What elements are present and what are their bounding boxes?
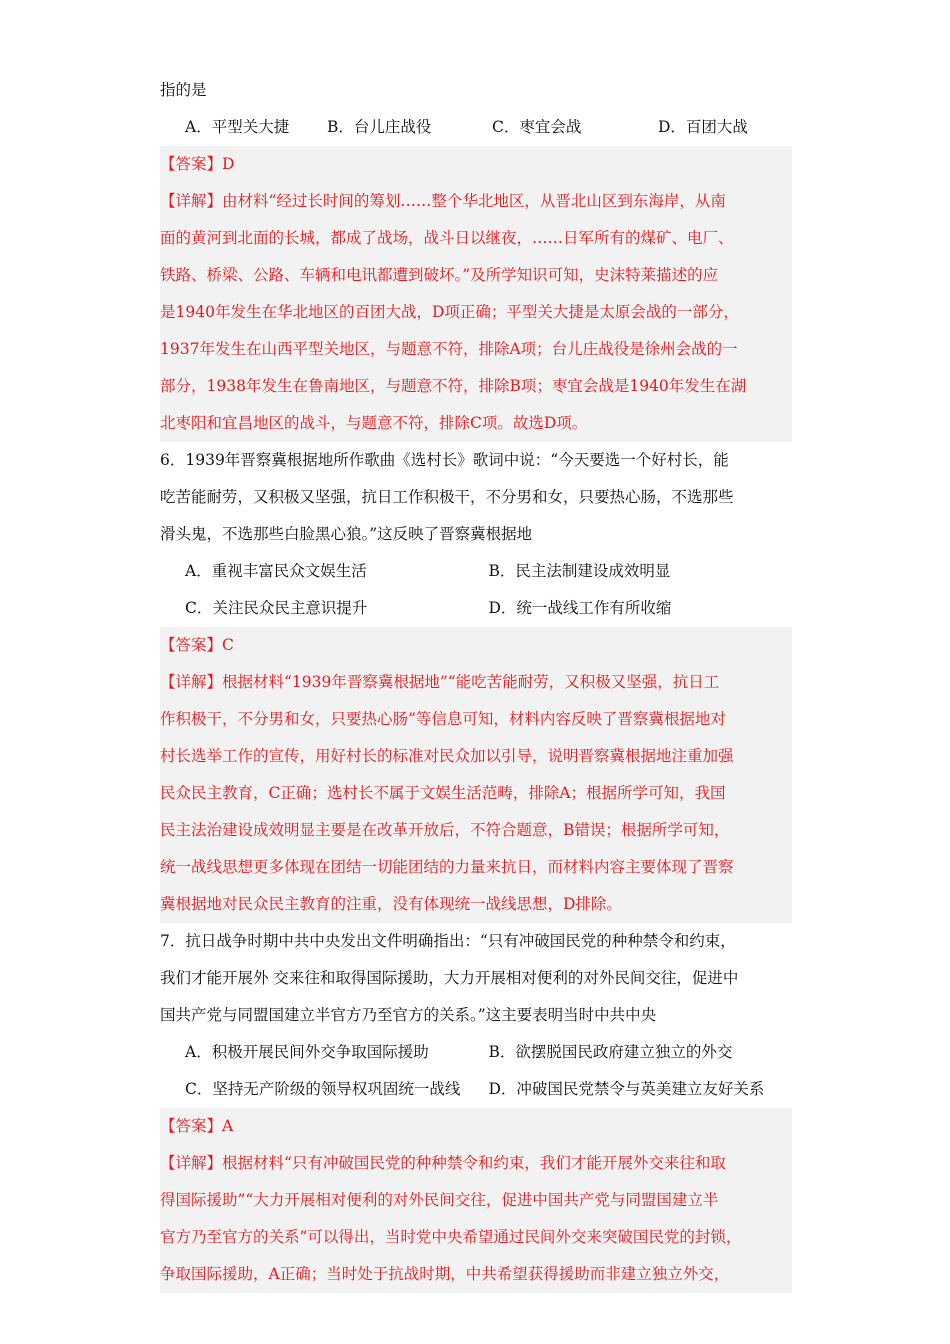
q7-option-b: B．欲摆脱国民政府建立独立的外交 xyxy=(488,1043,733,1061)
q6-stem-line: 吃苦能耐劳，又积极又坚强，抗日工作积极干，不分男和女，只要热心肠，不选那些 xyxy=(160,488,734,506)
q5-answer-block xyxy=(160,146,792,442)
q5-detail-line: 1937年发生在山西平型关地区，与题意不符，排除A项；台儿庄战役是徐州会战的一 xyxy=(160,340,738,358)
q6-stem-line: 6．1939年晋察冀根据地所作歌曲《选村长》歌词中说：“今天要选一个好村长，能 xyxy=(160,451,729,469)
q5-detail-line: 北枣阳和宜昌地区的战斗，与题意不符，排除C项。故选D项。 xyxy=(160,414,588,432)
q6-answer-label: 【答案】C xyxy=(160,636,234,654)
q7-answer-label: 【答案】A xyxy=(160,1117,234,1135)
q6-detail-line: 统一战线思想更多体现在团结一切能团结的力量来抗日，而材料内容主要体现了晋察 xyxy=(160,858,734,876)
q7-option-d: D．冲破国民党禁令与英美建立友好关系 xyxy=(488,1080,765,1098)
q6-detail-line: 村长选举工作的宣传，用好村长的标准对民众加以引导，说明晋察冀根据地注重加强 xyxy=(160,747,734,765)
q5-option-d: D．百团大战 xyxy=(658,118,748,136)
q7-stem-line: 7．抗日战争时期中共中央发出文件明确指出：“只有冲破国民党的种种禁令和约束， xyxy=(160,932,736,950)
q7-detail-line: 官方乃至官方的关系”可以得出，当时党中央希望通过民间外交来突破国民党的封锁， xyxy=(160,1228,742,1246)
q6-detail-line: 冀根据地对民众民主教育的注重，没有体现统一战线思想，D排除。 xyxy=(160,895,622,913)
q6-stem-line: 滑头鬼，不选那些白脸黑心狼。”这反映了晋察冀根据地 xyxy=(160,525,533,543)
q6-detail-line: 民主法治建设成效明显主要是在改革开放后，不符合题意，B错误；根据所学可知， xyxy=(160,821,730,839)
q7-options-row-1 xyxy=(160,1034,792,1071)
q5-options xyxy=(160,109,792,146)
q7-option-a: A．积极开展民间外交争取国际援助 xyxy=(185,1043,429,1061)
q5-option-a: A．平型关大捷 xyxy=(185,118,290,136)
q6-option-b: B．民主法制建设成效明显 xyxy=(488,562,671,580)
q5-option-c: C．枣宜会战 xyxy=(492,118,582,136)
q6-detail-line: 【详解】根据材料“1939年晋察冀根据地”“能吃苦能耐劳，又积极又坚强，抗日工 xyxy=(160,673,720,691)
q7-detail-line: 争取国际援助，A正确；当时处于抗战时期，中共希望获得援助而非建立独立外交， xyxy=(160,1265,730,1283)
q6-detail-line: 作积极干，不分男和女，只要热心肠”等信息可知，材料内容反映了晋察冀根据地对 xyxy=(160,710,726,728)
q5-option-b: B．台儿庄战役 xyxy=(327,118,432,136)
document-content xyxy=(160,72,792,1293)
q6-options-row-2 xyxy=(160,590,792,627)
q6-option-a: A．重视丰富民众文娱生活 xyxy=(185,562,367,580)
q5-detail-line: 铁路、桥梁、公路、车辆和电讯都遭到破坏。”及所学知识可知，史沫特莱描述的应 xyxy=(160,266,719,284)
q7-detail-line: 【详解】根据材料“只有冲破国民党的种种禁令和约束，我们才能开展外交来往和取 xyxy=(160,1154,726,1172)
q6-option-d: D．统一战线工作有所收缩 xyxy=(488,599,672,617)
q5-detail-line: 【详解】由材料“经过长时间的筹划……整个华北地区，从晋北山区到东海岸，从南 xyxy=(160,192,726,210)
q5-answer-label: 【答案】D xyxy=(160,155,235,173)
q6-options-row-1 xyxy=(160,553,792,590)
q5-stem-tail: 指的是 xyxy=(160,81,207,99)
q7-detail-line: 得国际援助”“大力开展相对便利的对外民间交往，促进中国共产党与同盟国建立半 xyxy=(160,1191,719,1209)
q5-detail-line: 是1940年发生在华北地区的百团大战，D项正确；平型关大捷是太原会战的一部分， xyxy=(160,303,739,321)
q5-detail-line: 面的黄河到北面的长城，都成了战场，战斗日以继夜，……日军所有的煤矿、电厂、 xyxy=(160,229,734,247)
q6-option-c: C．关注民众民主意识提升 xyxy=(185,599,368,617)
q7-answer-block xyxy=(160,1108,792,1293)
q5-detail-line: 部分，1938年发生在鲁南地区，与题意不符，排除B项；枣宜会战是1940年发生在湖 xyxy=(160,377,747,395)
q7-option-c: C．坚持无产阶级的领导权巩固统一战线 xyxy=(185,1080,461,1098)
q7-stem-line: 国共产党与同盟国建立半官方乃至官方的关系。”这主要表明当时中共中央 xyxy=(160,1006,657,1024)
q7-options-row-2 xyxy=(160,1071,792,1108)
q7-stem-line: 我们才能开展外 交来往和取得国际援助，大力开展相对便利的对外民间交往，促进中 xyxy=(160,969,739,987)
q6-answer-block xyxy=(160,627,792,923)
q6-detail-line: 民众民主教育，C正确；选村长不属于文娱生活范畴，排除A；根据所学可知，我国 xyxy=(160,784,726,802)
